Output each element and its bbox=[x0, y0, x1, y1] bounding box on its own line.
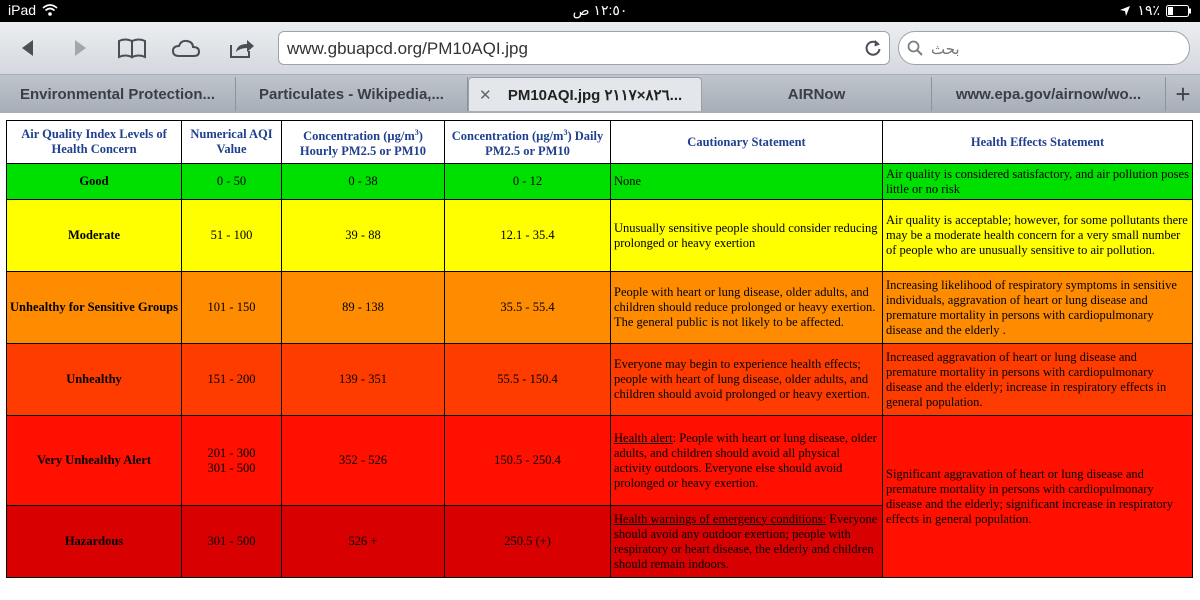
aqi-cell: 151 - 200 bbox=[182, 344, 282, 416]
book-icon bbox=[117, 37, 147, 59]
aqi-cell: 101 - 150 bbox=[182, 272, 282, 344]
header-health: Health Effects Statement bbox=[883, 121, 1193, 164]
share-icon bbox=[227, 37, 257, 59]
search-field[interactable] bbox=[898, 31, 1190, 65]
url-text: www.gbuapcd.org/PM10AQI.jpg bbox=[287, 39, 528, 58]
tab-bar bbox=[0, 75, 1200, 114]
tab-label: Environmental Protection... bbox=[19, 85, 216, 103]
reload-icon bbox=[863, 38, 883, 58]
health-cell: Air quality is acceptable; however, for some pollutants there may be a moderate health concern for a very small number of people who are unusually sensitive to air pollution. bbox=[883, 200, 1193, 272]
tab-label: AIRNow bbox=[787, 85, 846, 103]
caution-cell: None bbox=[611, 164, 883, 200]
caution-cell: Everyone may begin to experience health effects; people with heart of lung disease, older adults, and children should avoid prolonged or heavy exertion. bbox=[611, 344, 883, 416]
caution-cell: People with heart or lung disease, older adults, and children should reduce prolonged or heavy exertion. The general public is not likely to be affected. bbox=[611, 272, 883, 344]
table-row-unhealthy bbox=[7, 344, 1193, 416]
table-row-good bbox=[7, 164, 1193, 200]
bookmarks-button[interactable] bbox=[116, 34, 148, 62]
header-caution: Cautionary Statement bbox=[611, 121, 883, 164]
hourly-cell: 352 - 526 bbox=[282, 416, 445, 506]
close-tab-icon[interactable]: ✕ bbox=[479, 87, 492, 104]
table-row-moderate bbox=[7, 200, 1193, 272]
hourly-cell: 89 - 138 bbox=[282, 272, 445, 344]
caution-cell: Unusually sensitive people should consider reducing prolonged or heavy exertion bbox=[611, 200, 883, 272]
cloud-icon bbox=[171, 37, 201, 59]
tab-epa-airnow[interactable] bbox=[932, 77, 1166, 111]
hourly-cell: 39 - 88 bbox=[282, 200, 445, 272]
address-bar[interactable] bbox=[278, 31, 890, 65]
daily-cell: 12.1 - 35.4 bbox=[445, 200, 611, 272]
daily-cell: 0 - 12 bbox=[445, 164, 611, 200]
battery-percent: ١٩٪ bbox=[1137, 2, 1160, 18]
daily-cell: 55.5 - 150.4 bbox=[445, 344, 611, 416]
hourly-cell: 139 - 351 bbox=[282, 344, 445, 416]
level-cell: Very Unhealthy Alert bbox=[7, 416, 182, 506]
health-cell-severe: Significant aggravation of heart or lung disease and premature mortality in persons with cardiopulmonary disease and the elderly; significant increase in respiratory effects in general population. bbox=[883, 416, 1193, 578]
search-icon bbox=[907, 40, 923, 56]
table-row-very-unhealthy bbox=[7, 416, 1193, 506]
back-button[interactable] bbox=[12, 34, 44, 62]
reload-button[interactable] bbox=[863, 38, 883, 63]
back-arrow-icon bbox=[17, 37, 39, 59]
health-cell: Increased aggravation of heart or lung disease and premature mortality in persons with cardiopulmonary disease and the elderly; increase in respiratory effects in general population. bbox=[883, 344, 1193, 416]
icloud-tabs-button[interactable] bbox=[170, 34, 202, 62]
level-cell: Moderate bbox=[7, 200, 182, 272]
forward-arrow-icon bbox=[69, 37, 91, 59]
aqi-cell: 201 - 300 301 - 500 bbox=[182, 416, 282, 506]
hourly-cell: 0 - 38 bbox=[282, 164, 445, 200]
aqi-table bbox=[6, 120, 1193, 578]
tab-label: PM10AQI.jpg ٨٢٦×٢١١٧... bbox=[507, 86, 683, 104]
battery-icon bbox=[1166, 5, 1192, 17]
health-cell: Increasing likelihood of respiratory symptoms in sensitive individuals, aggravation of heart or lung disease and premature mortality in persons with cardiopulmonary disease and the elderly . bbox=[883, 272, 1193, 344]
caution-cell: Health warnings of emergency conditions: Everyone should avoid any outdoor exertion; people with respiratory or heart disease, the elderly and children should remain indoors. bbox=[611, 506, 883, 578]
level-cell: Good bbox=[7, 164, 182, 200]
daily-cell: 150.5 - 250.4 bbox=[445, 416, 611, 506]
header-aqi: Numerical AQI Value bbox=[182, 121, 282, 164]
share-button[interactable] bbox=[226, 34, 258, 62]
tab-label: www.epa.gov/airnow/wo... bbox=[955, 85, 1142, 103]
aqi-cell: 51 - 100 bbox=[182, 200, 282, 272]
header-daily: Concentration $(\mu g/m^3)$ Daily PM2.5 or PM10 bbox=[445, 121, 611, 164]
plus-icon: + bbox=[1175, 78, 1191, 109]
hourly-cell: 526 + bbox=[282, 506, 445, 578]
header-hourly: Concentration $(\mu g/m^3)$ Hourly PM2.5 or PM10 bbox=[282, 121, 445, 164]
header-level: Air Quality Index Levels of Health Concern bbox=[7, 121, 182, 164]
tab-label: Particulates - Wikipedia,... bbox=[259, 85, 444, 103]
table-row-unhealthy-sensitive bbox=[7, 272, 1193, 344]
page-content bbox=[0, 113, 1200, 600]
location-arrow-icon bbox=[1119, 5, 1131, 17]
health-cell: Air quality is considered satisfactory, and air pollution poses little or no risk bbox=[883, 164, 1193, 200]
level-cell: Hazardous bbox=[7, 506, 182, 578]
aqi-cell: 0 - 50 bbox=[182, 164, 282, 200]
tab-environmental-protection[interactable] bbox=[0, 77, 236, 111]
daily-cell: 250.5 (+) bbox=[445, 506, 611, 578]
level-cell: Unhealthy bbox=[7, 344, 182, 416]
device-name: iPad bbox=[8, 2, 37, 18]
new-tab-button[interactable] bbox=[1166, 77, 1200, 111]
tab-pm10aqi-jpg[interactable] bbox=[468, 77, 702, 111]
level-cell: Unhealthy for Sensitive Groups bbox=[7, 272, 182, 344]
header-row bbox=[7, 121, 1193, 164]
clock: ١٢:٥٠ ص bbox=[572, 2, 628, 18]
status-bar bbox=[0, 0, 1200, 22]
tab-particulates-wikipedia[interactable] bbox=[236, 77, 468, 111]
aqi-cell: 301 - 500 bbox=[182, 506, 282, 578]
tab-airnow[interactable] bbox=[702, 77, 932, 111]
search-input[interactable] bbox=[929, 38, 1183, 60]
forward-button[interactable] bbox=[64, 34, 96, 62]
browser-toolbar bbox=[0, 22, 1200, 75]
caution-cell: Health alert: People with heart or lung disease, older adults, and children should avoid all physical activity outdoors. Everyone else should avoid prolonged or heavy exertion. bbox=[611, 416, 883, 506]
daily-cell: 35.5 - 55.4 bbox=[445, 272, 611, 344]
